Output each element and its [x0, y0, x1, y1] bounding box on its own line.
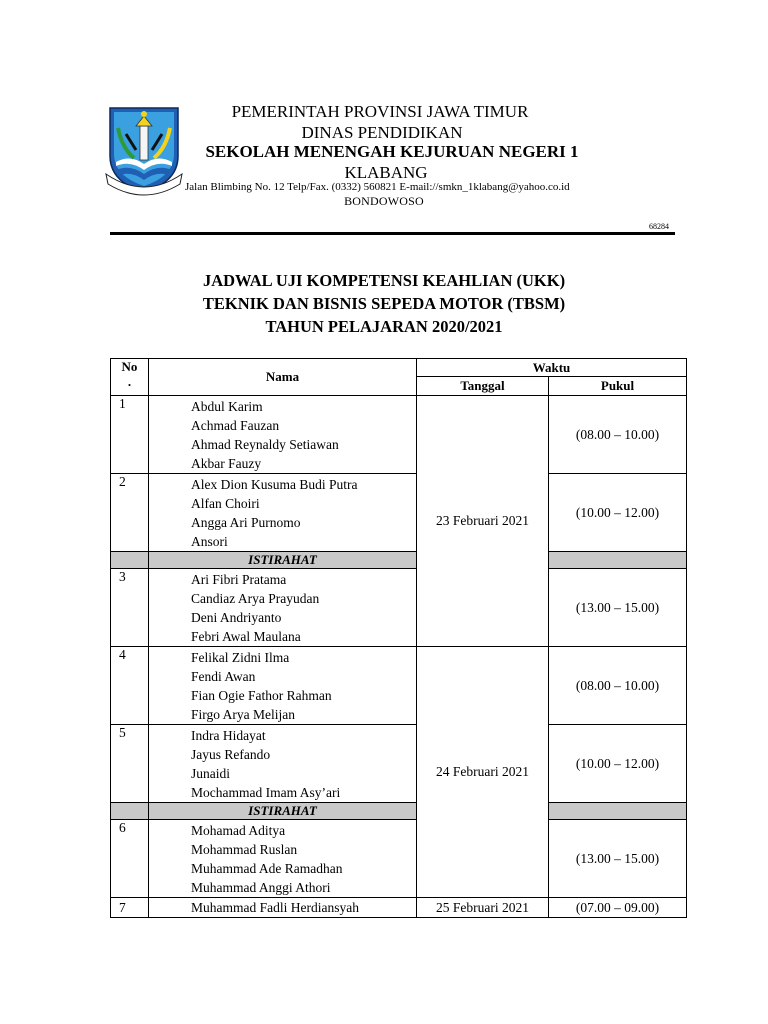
exam-schedule-table	[110, 358, 687, 918]
exam-time: (10.00 – 12.00)	[549, 725, 687, 803]
participant-name: Ari Fibri Pratama	[191, 572, 287, 587]
row-number: 7	[111, 898, 149, 918]
letterhead-divider	[110, 232, 675, 235]
participant-name: Achmad Fauzan	[191, 418, 280, 433]
participant-name: Fendi Awan	[191, 669, 256, 684]
participant-name: Fian Ogie Fathor Rahman	[191, 688, 332, 703]
break-cell	[111, 552, 149, 569]
participant-name: Muhammad Ade Ramadhan	[191, 861, 343, 876]
school-address: Jalan Blimbing No. 12 Telp/Fax. (0332) 560821 E-mail://smkn_1klabang@yahoo.co.id	[185, 181, 570, 193]
header-tanggal: Tanggal	[417, 377, 549, 396]
document-title-line-1: JADWAL UJI KOMPETENSI KEAHLIAN (UKK)	[202, 271, 566, 290]
participant-name: Alex Dion Kusuma Budi Putra	[191, 477, 358, 492]
school-city: BONDOWOSO	[344, 194, 424, 208]
row-number: 2	[111, 474, 149, 552]
exam-time: (08.00 – 10.00)	[549, 396, 687, 474]
row-number: 1	[111, 396, 149, 474]
school-name-line: SEKOLAH MENENGAH KEJURUAN NEGERI 1	[205, 142, 579, 161]
participant-name: Ahmad Reynaldy Setiawan	[191, 437, 339, 452]
participant-name: Junaidi	[191, 766, 230, 781]
table-row	[111, 647, 687, 725]
break-cell	[549, 803, 687, 820]
document-title-line-2: TEKNIK DAN BISNIS SEPEDA MOTOR (TBSM)	[202, 294, 566, 313]
participant-names	[149, 647, 417, 725]
row-number: 5	[111, 725, 149, 803]
exam-time: (08.00 – 10.00)	[549, 647, 687, 725]
participant-name: Mohammad Ruslan	[191, 842, 298, 857]
participant-name: Muhammad Anggi Athori	[191, 880, 331, 895]
exam-time: (07.00 – 09.00)	[549, 898, 687, 918]
participant-names	[149, 820, 417, 898]
participant-names	[149, 474, 417, 552]
exam-date: 23 Februari 2021	[417, 396, 549, 647]
participant-name: Febri Awal Maulana	[191, 629, 301, 644]
table-header-row	[111, 359, 687, 377]
row-number: 6	[111, 820, 149, 898]
exam-time: (10.00 – 12.00)	[549, 474, 687, 552]
school-location-line: KLABANG	[344, 163, 428, 182]
participant-name: Deni Andriyanto	[191, 610, 282, 625]
break-cell	[111, 803, 149, 820]
participant-name: Abdul Karim	[191, 399, 263, 414]
participant-name: Felikal Zidni Ilma	[191, 650, 290, 665]
table-row	[111, 725, 687, 803]
participant-names	[149, 725, 417, 803]
participant-name: Mochammad Imam Asy’ari	[191, 785, 341, 800]
postal-code: 68284	[649, 222, 669, 231]
table-row	[111, 898, 687, 918]
header-no-label: No	[121, 359, 138, 374]
break-label: ISTIRAHAT	[149, 803, 417, 820]
exam-date: 25 Februari 2021	[417, 898, 549, 918]
header-nama: Nama	[149, 359, 417, 396]
break-row	[111, 803, 687, 820]
table-row	[111, 474, 687, 552]
row-number: 4	[111, 647, 149, 725]
table-row	[111, 569, 687, 647]
participant-name: Indra Hidayat	[191, 728, 266, 743]
participant-name: Ansori	[191, 534, 228, 549]
participant-name: Angga Ari Purnomo	[191, 515, 301, 530]
table-row	[111, 396, 687, 474]
break-row	[111, 552, 687, 569]
header-no	[111, 359, 149, 396]
table-row	[111, 820, 687, 898]
participant-name: Candiaz Arya Prayudan	[191, 591, 320, 606]
participant-name: Muhammad Fadli Herdiansyah	[191, 900, 359, 915]
break-label: ISTIRAHAT	[149, 552, 417, 569]
participant-name: Alfan Choiri	[191, 496, 260, 511]
participant-names	[149, 396, 417, 474]
department-line: DINAS PENDIDIKAN	[301, 123, 463, 142]
participant-name: Jayus Refando	[191, 747, 271, 762]
participant-name: Firgo Arya Melijan	[191, 707, 295, 722]
header-waktu: Waktu	[417, 359, 687, 377]
exam-time: (13.00 – 15.00)	[549, 820, 687, 898]
participant-names	[149, 898, 417, 918]
break-cell	[549, 552, 687, 569]
participant-name: Akbar Fauzy	[191, 456, 262, 471]
row-number: 3	[111, 569, 149, 647]
participant-name: Mohamad Aditya	[191, 823, 286, 838]
exam-time: (13.00 – 15.00)	[549, 569, 687, 647]
government-line: PEMERINTAH PROVINSI JAWA TIMUR	[231, 102, 529, 121]
exam-date: 24 Februari 2021	[417, 647, 549, 898]
participant-names	[149, 569, 417, 647]
header-pukul: Pukul	[549, 377, 687, 396]
header-no-dot: .	[127, 374, 132, 389]
document-title-line-3: TAHUN PELAJARAN 2020/2021	[265, 317, 503, 336]
